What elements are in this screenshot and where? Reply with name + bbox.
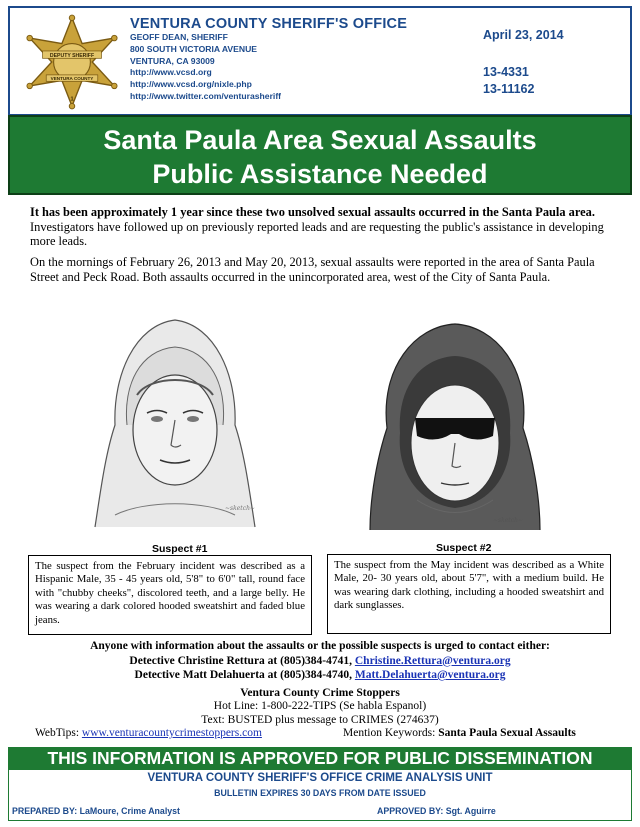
bulletin-date: April 23, 2014 <box>483 28 564 42</box>
badge-bottom-text: VENTURA COUNTY <box>50 75 94 81</box>
sheriff-name: GEOFF DEAN, SHERIFF <box>130 32 228 42</box>
suspect-1-label: Suspect #1 <box>152 543 208 555</box>
detective-1-line <box>8 654 632 669</box>
address-street: 800 SOUTH VICTORIA AVENUE <box>130 43 258 54</box>
suspect-2-label: Suspect #2 <box>436 542 492 554</box>
crime-analysis-unit: VENTURA COUNTY SHERIFF'S OFFICE CRIME ANALYSIS UNIT <box>147 772 493 784</box>
bulletin-expiry: BULLETIN EXPIRES 30 DAYS FROM DATE ISSUED <box>214 788 426 798</box>
keywords-label: Mention Keywords: <box>343 727 439 739</box>
twitter-link[interactable]: http://www.twitter.com/venturasheriff <box>130 90 282 101</box>
suspect-1-sketch <box>75 305 275 530</box>
contact-section <box>8 639 632 683</box>
text-tip: Text: BUSTED plus message to CRIMES (274637) <box>201 713 439 726</box>
detective-1-text: Detective Christine Rettura at (805)384-4741, <box>129 654 355 667</box>
letterhead <box>8 6 632 116</box>
hotline: Hot Line: 1-800-222-TIPS (Se habla Espanol) <box>213 700 427 713</box>
bulletin-title <box>8 115 632 195</box>
title-line-1: Santa Paula Area Sexual Assaults <box>103 125 537 155</box>
detective-2-text: Detective Matt Delahuerta at (805)384-4740, <box>134 669 355 681</box>
intro-bold: It has been approximately 1 year since these two unsolved sexual assaults occurred in the Santa Paula area. <box>30 205 595 219</box>
crime-stoppers-title: Ventura County Crime Stoppers <box>240 687 400 699</box>
suspect-2-description: The suspect from the May incident was described as a White Male, 20- 30 years old, about 5'7", with a medium build. He was wearing dark clothing, including a hooded sweatshirt and dark sunglasses. <box>327 554 611 634</box>
address-city: VENTURA, CA 93009 <box>130 55 215 66</box>
contact-intro: Anyone with information about the assaults or the possible suspects is urged to contact either: <box>90 640 550 652</box>
office-info <box>130 16 407 103</box>
approved-by: APPROVED BY: Sgt. Aguirre <box>377 806 496 816</box>
website-link[interactable]: http://www.vcsd.org <box>130 67 212 78</box>
prepared-by: PREPARED BY: LaMoure, Crime Analyst <box>12 806 180 816</box>
nixle-link[interactable]: http://www.vcsd.org/nixle.php <box>130 79 252 90</box>
webtips-label: WebTips: <box>35 727 82 739</box>
svg-text:~sketch~: ~sketch~ <box>493 517 523 524</box>
svg-text:~sketch~: ~sketch~ <box>225 505 255 512</box>
detective-2-line <box>8 668 632 683</box>
suspect-1-description: The suspect from the February incident was described as a Hispanic Male, 35 - 45 years old, 5'8" to 6'0" tall, round face with "chubby cheeks", discolored teeth, and a large belly. He was wearing a dark colored hooded sweatshirt and faded blue jeans. <box>28 555 312 635</box>
badge-number: 1 <box>70 96 74 103</box>
crime-stoppers <box>8 687 632 727</box>
intro-paragraph <box>30 205 608 249</box>
detective-1-email-link[interactable]: Christine.Rettura@ventura.org <box>354 654 511 667</box>
footer <box>8 769 632 821</box>
bulletin-meta <box>483 28 564 98</box>
title-line-2: Public Assistance Needed <box>152 159 488 189</box>
case-number-1: 13-4331 <box>483 65 529 79</box>
badge-top-text: DEPUTY SHERIFF <box>49 52 95 59</box>
sheriff-badge-icon <box>26 12 118 112</box>
case-number-2: 13-11162 <box>483 82 535 96</box>
dissemination-banner: THIS INFORMATION IS APPROVED FOR PUBLIC DISSEMINATION <box>8 747 632 769</box>
webtips-link[interactable]: www.venturacountycrimestoppers.com <box>81 727 262 739</box>
incident-paragraph: On the mornings of February 26, 2013 and May 20, 2013, sexual assaults were reported in the area of Santa Paula Street and Peck Road. Both assaults occurred in the unincorporated area, west of the City of Santa Paula. <box>30 255 595 284</box>
keywords <box>343 727 576 739</box>
keywords-value: Santa Paula Sexual Assaults <box>438 727 576 739</box>
intro-rest: Investigators have followed up on previously reported leads and are requesting the public's assistance in developing more leads. <box>30 219 604 248</box>
detective-2-email-link[interactable]: Matt.Delahuerta@ventura.org <box>354 669 506 681</box>
webtips <box>35 727 262 739</box>
suspect-2-sketch <box>355 318 555 533</box>
office-name: VENTURA COUNTY SHERIFF'S OFFICE <box>130 16 408 32</box>
